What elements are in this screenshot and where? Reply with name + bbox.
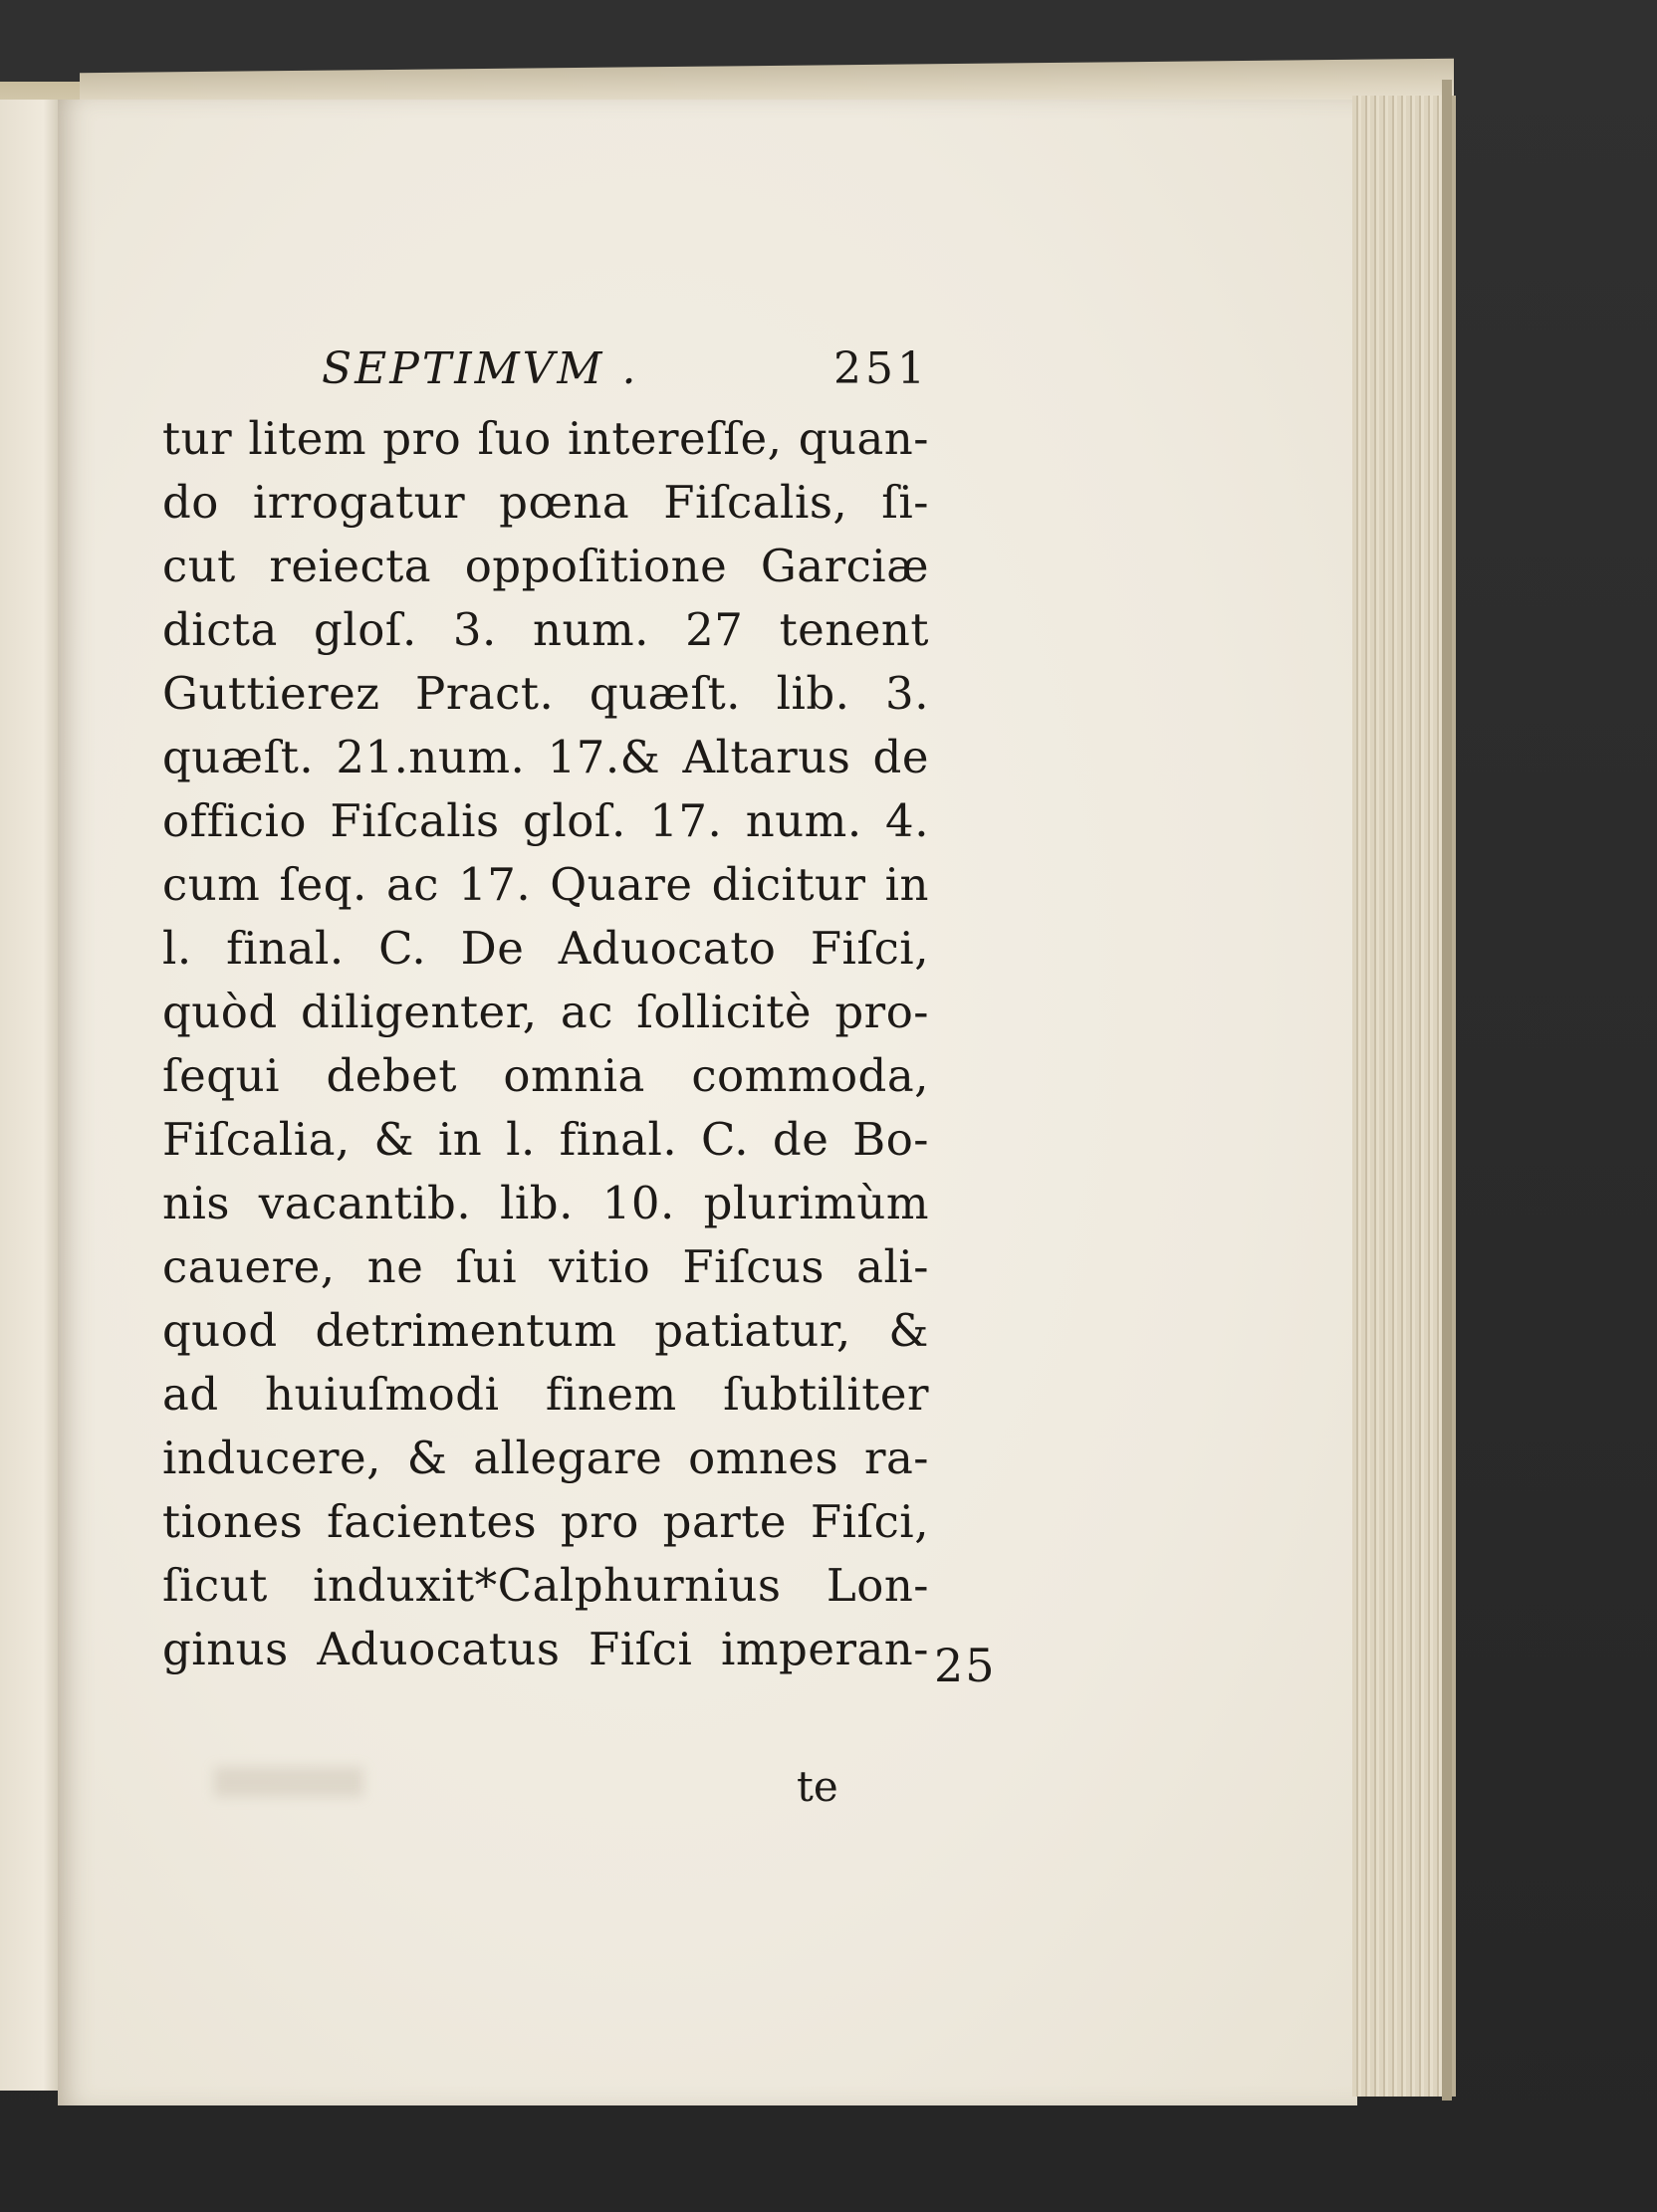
fore-edge-pages — [1352, 96, 1456, 2097]
text-line: l. final. C. De Aduocato Fiſci, — [162, 922, 929, 975]
text-line: quòd diligenter, ac ſollicitè pro- — [162, 986, 929, 1038]
text-line: ſequi debet omnia commoda, — [162, 1049, 929, 1102]
text-line: ad huiuſmodi finem ſubtiliter — [162, 1368, 929, 1421]
margin-note: 25 — [934, 1639, 997, 1692]
text-line: tiones facientes pro parte Fiſci, — [162, 1495, 929, 1548]
text-line: ginus Aduocatus Fiſci imperan- — [162, 1623, 929, 1675]
page-number: 251 — [833, 343, 929, 394]
facing-page-edge — [0, 100, 65, 2091]
text-line: cum ſeq. ac 17. Quare dicitur in — [162, 858, 929, 911]
text-line: quæſt. 21.num. 17.& Altarus de — [162, 731, 929, 783]
text-line: cut reiecta oppoſitione Garciæ — [162, 540, 929, 592]
text-line: Fiſcalia, & in l. final. C. de Bo- — [162, 1113, 929, 1166]
running-header — [322, 343, 929, 407]
text-line: nis vacantib. lib. 10. plurimùm — [162, 1177, 929, 1229]
text-line: quod detrimentum patiatur, & — [162, 1304, 929, 1357]
text-line: do irrogatur pœna Fiſcalis, ſi- — [162, 476, 929, 529]
catchword: te — [797, 1762, 838, 1811]
page-text-block — [162, 343, 929, 1681]
text-line: ſicut induxit*Calphurnius Lon- — [162, 1559, 929, 1612]
text-line: Guttierez Pract. quæſt. lib. 3. — [162, 667, 929, 720]
ink-bleed-smudge — [214, 1767, 363, 1797]
text-line: officio Fiſcalis gloſ. 17. num. 4. — [162, 794, 929, 847]
text-line: cauere, ne ſui vitio Fiſcus ali- — [162, 1240, 929, 1293]
text-line: tur litem pro ſuo intereſſe, quan- — [162, 412, 929, 465]
cover-edge — [1442, 80, 1452, 2101]
text-line: inducere, & allegare omnes ra- — [162, 1432, 929, 1484]
text-line: dicta gloſ. 3. num. 27 tenent — [162, 603, 929, 656]
running-title: SEPTIMVM . — [322, 343, 639, 394]
